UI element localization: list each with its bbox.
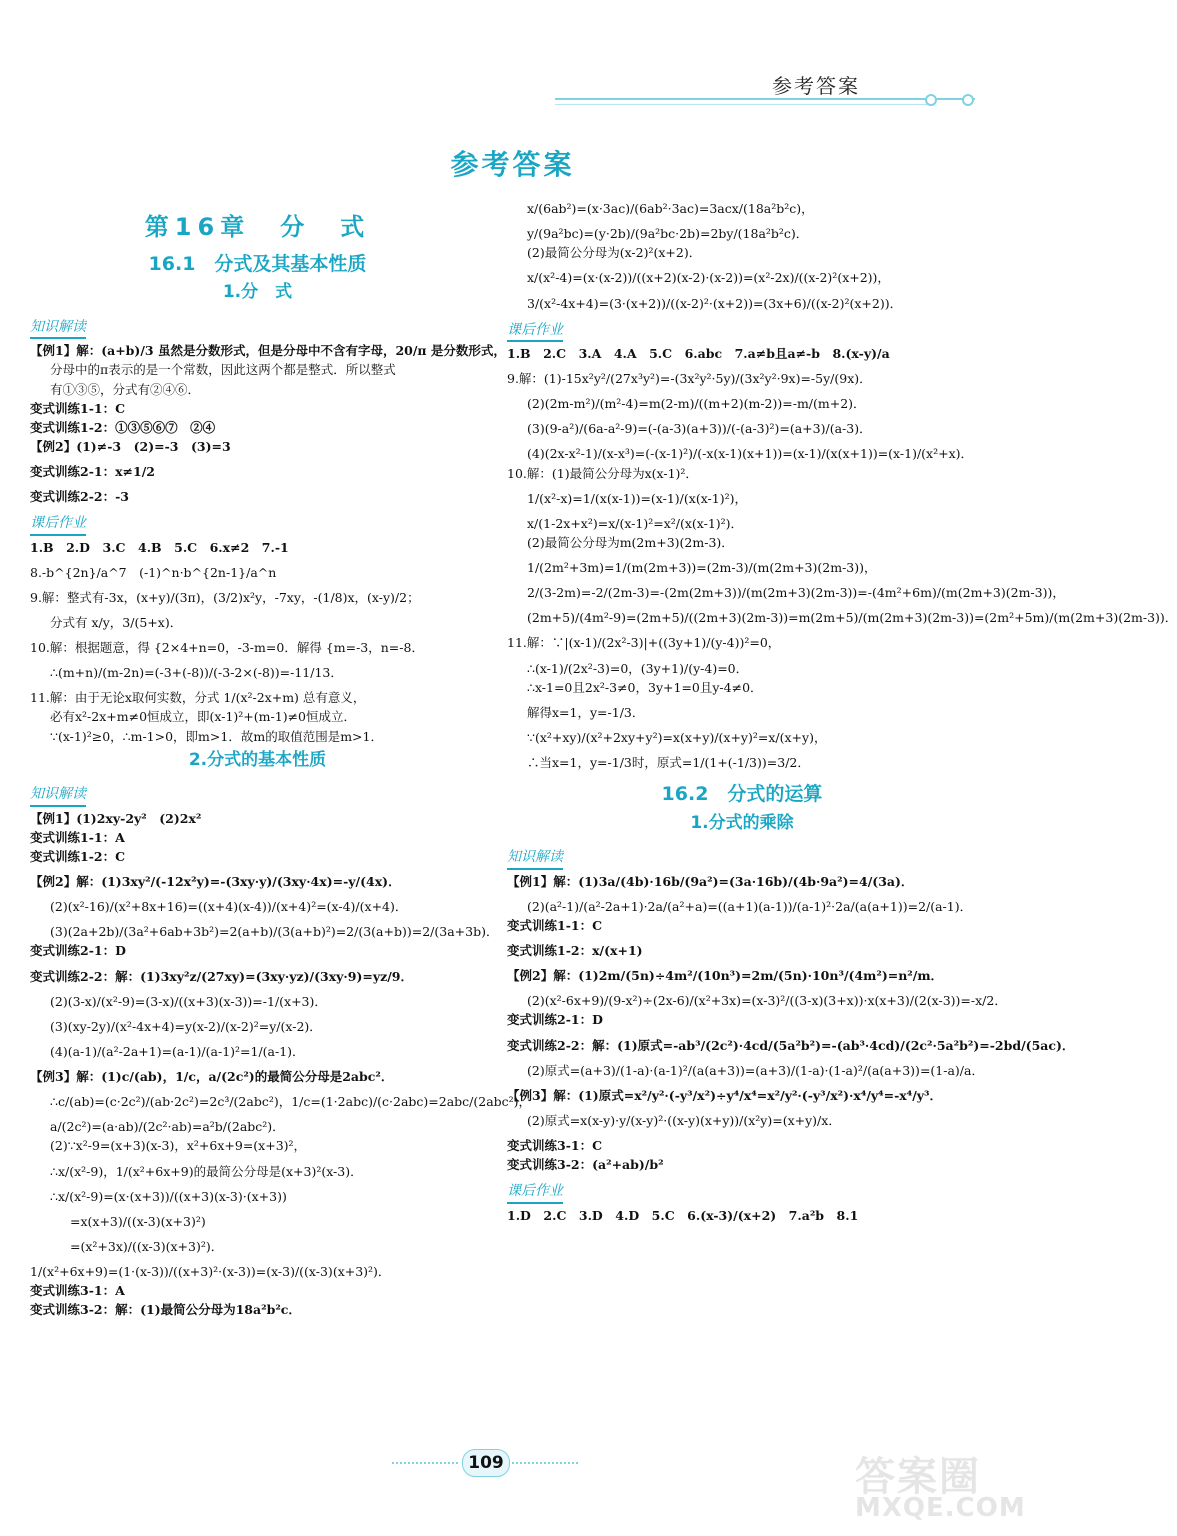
page-header xyxy=(0,0,1025,115)
answer-line: (2)最简公分母为m(2m+3)(2m-3)． xyxy=(527,534,734,550)
answer-line: 【例2】解：(1)3xy²/(-12x²y)=-(3xy·y)/(3xy·4x)=-y/(4x)． xyxy=(30,874,401,890)
left-column xyxy=(30,200,532,1320)
answer-line: 2/(3-2m)=-2/(2m-3)=-(2m(2m+3))/(m(2m+3)(2m-3))=-(4m²+6m)/(m(2m+3)(2m-3))， xyxy=(527,585,1065,601)
footer-dots-left xyxy=(392,1462,458,1464)
answer-line: 【例1】(1)2xy-2y² (2)2x² xyxy=(30,810,202,826)
answer-line: 【例2】(1)≠-3 (2)=-3 (3)=3 xyxy=(30,438,231,454)
answer-line: 变式训练1-1：A xyxy=(30,829,125,845)
answer-line: (2m+5)/(4m²-9)=(2m+5)/((2m+3)(2m-3))=m(2m+5)/(m(2m+3)(2m-3))=(2m²+5m)/(m(2m+3)(2m-3))． xyxy=(527,610,1177,626)
answer-line: (2)∵x²-9=(x+3)(x-3)，x²+6x+9=(x+3)²， xyxy=(50,1138,307,1154)
answer-line: a/(2c²)=(a·ab)/(2c²·ab)=a²b/(2abc²)． xyxy=(50,1119,285,1135)
answer-line: ∴x-1=0且2x²-3≠0，3y+1=0且y-4≠0． xyxy=(527,679,763,695)
answer-line: 变式训练3-2：解：(1)最简公分母为18a²b²c． xyxy=(30,1302,301,1318)
answer-line: (2)最简公分母为(x-2)²(x+2)． xyxy=(527,245,702,261)
answer-line: 【例3】解：(1)原式=x²/y²·(-y³/x²)÷y⁴/x⁴=x²/y²·(-y³/x²)·x⁴/y⁴=-x⁴/y³． xyxy=(507,1087,943,1103)
answer-line: 变式训练3-2：(a²+ab)/b² xyxy=(507,1157,664,1173)
footer-dots-right xyxy=(512,1462,578,1464)
answer-line: 1.B 2.C 3.A 4.A 5.C 6.abc 7.a≠b且a≠-b 8.(x-y)/a xyxy=(507,345,890,361)
section-tag: 知识解读 xyxy=(30,317,86,339)
answer-line: 变式训练1-1：C xyxy=(507,917,603,933)
answer-line: 1/(x²-x)=1/(x(x-1))=(x-1)/(x(x-1)²)， xyxy=(527,490,747,506)
answer-line: ∵(x-1)²≥0，∴m-1>0，即m>1．故m的取值范围是m>1． xyxy=(50,728,383,744)
answer-line: x/(1-2x+x²)=x/(x-1)²=x²/(x(x-1)²)． xyxy=(527,515,744,531)
answer-line: 变式训练2-2：-3 xyxy=(30,489,129,505)
answer-line: ∴当x=1，y=-1/3时，原式=1/(1+(-1/3))=3/2． xyxy=(527,755,810,771)
answer-line: 变式训练2-1：D xyxy=(30,943,126,959)
answer-line: (2)(x²-16)/(x²+8x+16)=((x+4)(x-4))/(x+4)²=(x-4)/(x+4)． xyxy=(50,899,408,915)
answer-line: 【例2】解：(1)2m/(5n)÷4m²/(10n³)=2m/(5n)·10n³/(4m²)=n²/m． xyxy=(507,968,944,984)
section-tag: 课后作业 xyxy=(30,513,86,535)
answer-line: 变式训练3-1：C xyxy=(507,1138,603,1154)
section-title: 16.1 分式及其基本性质 xyxy=(148,252,367,275)
answer-line: 10.解：根据题意，得 {2×4+n=0，-3-m=0．解得 {m=-3，n=-8． xyxy=(30,640,424,656)
answer-line: 变式训练1-2：x/(x+1) xyxy=(507,943,643,959)
answer-line: 解得x=1，y=-1/3． xyxy=(527,704,645,720)
answer-line: 分式有 x/y，3/(5+x)． xyxy=(50,614,183,630)
section-tag: 课后作业 xyxy=(507,1181,563,1203)
section-title: 16.2 分式的运算 xyxy=(661,783,823,806)
answer-line: (3)(2a+2b)/(3a²+6ab+3b²)=2(a+b)/(3(a+b)²)=2/(3(a+b))=2/(3a+3b)． xyxy=(50,924,499,940)
answer-line: 变式训练2-1：D xyxy=(507,1012,603,1028)
answer-line: 8.-b^{2n}/a^7 (-1)^n·b^{2n-1}/a^n xyxy=(30,564,277,580)
answer-line: 3/(x²-4x+4)=(3·(x+2))/((x-2)²·(x+2))=(3x+6)/((x-2)²(x+2))． xyxy=(527,295,903,311)
answer-line: ∵(x²+xy)/(x²+2xy+y²)=x(x+y)/(x+y)²=x/(x+y)， xyxy=(527,729,827,745)
header-title: 参考答案 xyxy=(772,74,860,98)
answer-line: x/(6ab²)=(x·3ac)/(6ab²·3ac)=3acx/(18a²b²c)， xyxy=(527,201,814,216)
answer-line: (4)(2x-x²-1)/(x-x³)=(-(x-1)²)/(-x(x-1)(x+1))=(x-1)/(x(x+1))=(x-1)/(x²+x)． xyxy=(527,446,973,462)
answer-line: ∴x/(x²-9)，1/(x²+6x+9)的最简公分母是(x+3)²(x-3)． xyxy=(50,1163,363,1179)
answer-line: ∴x/(x²-9)=(x·(x+3))/((x+3)(x-3)·(x+3)) xyxy=(50,1188,287,1204)
subsection-title: 2.分式的基本性质 xyxy=(188,749,327,770)
answer-line: ∴(x-1)/(2x²-3)=0，(3y+1)/(y-4)=0． xyxy=(527,660,749,676)
answer-line: 【例3】解：(1)c/(ab)，1/c，a/(2c²)的最简公分母是2abc²． xyxy=(30,1069,394,1085)
answer-line: =(x²+3x)/((x-3)(x+3)²)． xyxy=(70,1238,224,1254)
answer-line: ∴c/(ab)=(c·2c²)/(ab·2c²)=2c³/(2abc²)，1/c=(1·2abc)/(c·2abc)=2abc/(2abc²)， xyxy=(50,1094,532,1110)
watermark-url: MXQE.COM xyxy=(855,1493,1026,1523)
answer-line: 1.B 2.D 3.C 4.B 5.C 6.x≠2 7.-1 xyxy=(30,539,289,555)
answer-line: (2)(x²-6x+9)/(9-x²)÷(2x-6)/(x²+3x)=(x-3)²/((3-x)(3+x))·x(x+3)/(2(x-3))=-x/2． xyxy=(527,993,1007,1009)
answer-line: 11.解：由于无论x取何实数，分式 1/(x²-2x+m) 总有意义， xyxy=(30,690,366,706)
answer-line: 变式训练1-2：①③⑤⑥⑦ ②④ xyxy=(30,419,216,435)
answer-line: 10.解：(1)最简公分母为x(x-1)²． xyxy=(507,465,698,481)
answer-line: (2)(a²-1)/(a²-2a+1)·2a/(a²+a)=((a+1)(a-1))/(a-1)²·2a/(a(a+1))=2/(a-1)． xyxy=(527,898,973,914)
answer-line: 分母中的π表示的是一个常数，因此这两个都是整式．所以整式 xyxy=(50,362,396,378)
answer-line: (3)(9-a²)/(6a-a²-9)=(-(a-3)(a+3))/(-(a-3)²)=(a+3)/(a-3)． xyxy=(527,421,872,437)
answer-line: 【例1】解：(1)3a/(4b)·16b/(9a²)=(3a·16b)/(4b·9a²)=4/(3a)． xyxy=(507,873,914,889)
answer-line: =x(x+3)/((x-3)(x+3)²) xyxy=(70,1213,206,1229)
header-dot-icon xyxy=(925,94,937,106)
header-dot-icon xyxy=(962,94,974,106)
answer-line: (2)(3-x)/(x²-9)=(3-x)/((x+3)(x-3))=-1/(x+3)． xyxy=(50,993,327,1009)
section-tag: 知识解读 xyxy=(30,784,86,806)
answer-line: (4)(a-1)/(a²-2a+1)=(a-1)/(a-1)²=1/(a-1)． xyxy=(50,1043,305,1059)
answer-line: 1.D 2.C 3.D 4.D 5.C 6.(x-3)/(x+2) 7.a²b 8.1 xyxy=(507,1207,859,1223)
answer-line: 变式训练2-1：x≠1/2 xyxy=(30,464,155,480)
answer-line: y/(9a²bc)=(y·2b)/(9a²bc·2b)=2by/(18a²b²c)． xyxy=(527,226,809,242)
answer-line: 11.解：∵|(x-1)/(2x²-3)|+((3y+1)/(y-4))²=0， xyxy=(507,635,781,651)
subsection-title: 1.分 式 xyxy=(222,282,293,303)
answer-line: (2)原式=(a+3)/(1-a)·(a-1)²/(a(a+3))=(a+3)/(1-a)·(1-a)²/(a(a+3))=(1-a)/a． xyxy=(527,1062,984,1078)
right-column xyxy=(507,200,1177,1226)
answer-line: (2)(2m-m²)/(m²-4)=m(2-m)/((m+2)(m-2))=-m/(m+2)． xyxy=(527,396,866,412)
section-tag: 知识解读 xyxy=(507,847,563,869)
answer-line: 9.解：(1)-15x²y²/(27x³y²)=-(3x²y²·5y)/(3x²y²·9x)=-5y/(9x)． xyxy=(507,371,872,387)
answer-line: 变式训练1-2：C xyxy=(30,848,126,864)
answer-line: ∴(m+n)/(m-2n)=(-3+(-8))/(-3-2×(-8))=-11/13． xyxy=(50,665,343,681)
answer-line: 变式训练1-1：C xyxy=(30,400,126,416)
answer-line: x/(x²-4)=(x·(x-2))/((x+2)(x-2)·(x-2))=(x²-2x)/((x-2)²(x+2))， xyxy=(527,270,890,286)
answer-line: (3)(xy-2y)/(x²-4x+4)=y(x-2)/(x-2)²=y/(x-2)． xyxy=(50,1018,322,1034)
section-tag: 课后作业 xyxy=(507,320,563,342)
answer-line: (2)原式=x(x-y)·y/(x-y)²·((x-y)(x+y))/(x²y)=(x+y)/x． xyxy=(527,1112,841,1128)
answer-line: 【例1】解：(a+b)/3 虽然是分数形式，但是分母中不含有字母，20/π 是分数形式， xyxy=(30,343,506,359)
answer-line: 1/(2m²+3m)=1/(m(2m+3))=(2m-3)/(m(2m+3)(2m-3))， xyxy=(527,560,877,576)
answer-line: 变式训练3-1：A xyxy=(30,1283,125,1299)
subsection-title: 1.分式的乘除 xyxy=(690,812,794,833)
answer-line: 1/(x²+6x+9)=(1·(x-3))/((x+3)²·(x-3))=(x-3)/((x-3)(x+3)²)． xyxy=(30,1264,391,1280)
watermark xyxy=(855,1445,1026,1525)
page-number: 109 xyxy=(462,1449,510,1477)
answer-line: 变式训练2-2：解：(1)3xy²z/(27xy)=(3xy·yz)/(3xy·9)=yz/9． xyxy=(30,968,413,984)
header-rule xyxy=(555,98,975,100)
answer-line: 有①③⑤，分式有②④⑥． xyxy=(50,381,201,397)
watermark-text: 答案圈 xyxy=(855,1454,981,1500)
answer-line: 必有x²-2x+m≠0恒成立，即(x-1)²+(m-1)≠0恒成立． xyxy=(50,709,356,725)
header-rule-thin xyxy=(555,104,935,105)
answer-line: 9.解：整式有-3x，(x+y)/(3π)，(3/2)x²y，-7xy，-(1/8)x，(x-y)/2； xyxy=(30,589,420,605)
chapter-title: 第16章 分 式 xyxy=(144,213,371,241)
answer-line: 变式训练2-2：解：(1)原式=-ab³/(2c²)·4cd/(5a²b²)=-(ab³·4cd)/(2c²·5a²b²)=-2bd/(5ac)． xyxy=(507,1037,1075,1053)
main-title: 参考答案 xyxy=(450,148,575,181)
